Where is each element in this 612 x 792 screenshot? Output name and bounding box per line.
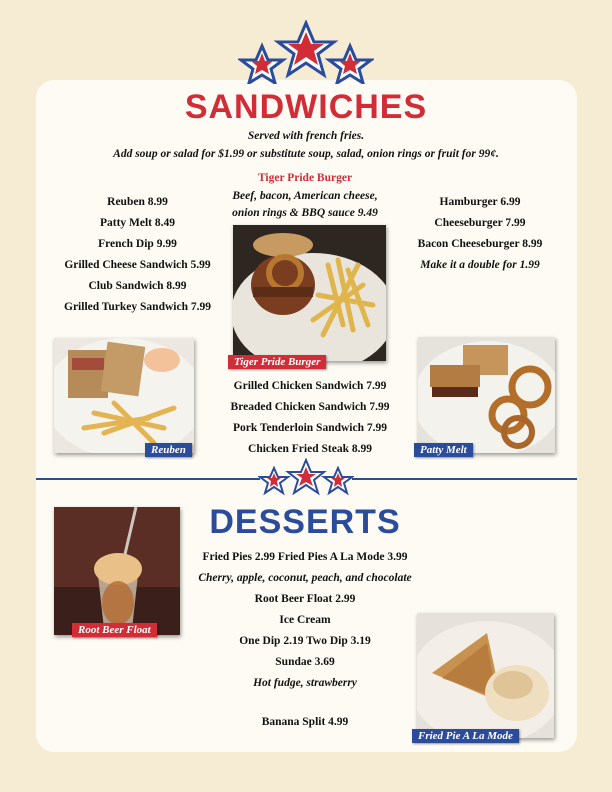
- star-icon: [329, 46, 371, 83]
- menu-item: Hamburger 6.99: [439, 196, 521, 208]
- dessert-list: [180, 547, 430, 694]
- menu-item: Grilled Turkey Sandwich 7.99: [64, 301, 211, 313]
- photo-label-fried-pie: Fried Pie A La Mode: [412, 729, 519, 743]
- menu-item: Club Sandwich 8.99: [88, 280, 187, 292]
- desserts-title: DESSERTS: [209, 503, 401, 541]
- dessert-line: Hot fudge, strawberry: [253, 677, 357, 689]
- menu-item: Reuben 8.99: [107, 196, 168, 208]
- star-icon: [260, 468, 288, 493]
- featured-item-description: [215, 188, 395, 222]
- dessert-line: Sundae 3.69: [275, 656, 335, 668]
- burger-photo: [233, 225, 386, 361]
- menu-item: Pork Tenderloin Sandwich 7.99: [232, 422, 387, 434]
- featured-desc-line: onion rings & BBQ sauce 9.49: [232, 207, 378, 219]
- sandwich-list-left: [55, 192, 220, 318]
- sandwiches-subtitle: Served with french fries.: [247, 130, 365, 142]
- menu-item: Grilled Chicken Sandwich 7.99: [233, 380, 387, 392]
- stars-decoration-divider: [258, 458, 354, 496]
- root-beer-float-photo: [54, 507, 180, 635]
- featured-item-name: Tiger Pride Burger: [257, 172, 353, 184]
- menu-item: Bacon Cheeseburger 8.99: [417, 238, 543, 250]
- reuben-photo: [54, 338, 194, 453]
- sandwich-list-center: [210, 376, 410, 460]
- star-icon: [288, 460, 324, 493]
- menu-note: Make it a double for 1.99: [420, 259, 540, 271]
- menu-item: Patty Melt 8.49: [99, 217, 176, 229]
- photo-label-patty-melt: Patty Melt: [414, 443, 473, 457]
- menu-item: Chicken Fried Steak 8.99: [248, 443, 372, 455]
- section-divider-left: [36, 478, 260, 480]
- dessert-line: Root Beer Float 2.99: [254, 593, 356, 605]
- dessert-line: Fried Pies 2.99 Fried Pies A La Mode 3.99: [202, 551, 408, 563]
- star-icon: [241, 46, 283, 83]
- stars-decoration-top: [238, 20, 374, 84]
- section-divider-right: [352, 478, 577, 480]
- photo-label-root-beer-float: Root Beer Float: [72, 623, 157, 637]
- fried-pie-photo: [417, 613, 554, 738]
- menu-item: Grilled Cheese Sandwich 5.99: [64, 259, 211, 271]
- sandwich-list-right: [400, 192, 560, 276]
- dessert-list-last: [180, 712, 430, 733]
- sandwiches-addon-note: Add soup or salad for $1.99 or substitute soup, salad, onion rings or fruit for 99¢.: [113, 148, 499, 160]
- patty-melt-photo: [418, 337, 555, 453]
- photo-label-reuben: Reuben: [145, 443, 192, 457]
- star-icon: [324, 468, 352, 493]
- featured-desc-line: Beef, bacon, American cheese,: [232, 190, 378, 202]
- photo-label-burger: Tiger Pride Burger: [228, 355, 326, 369]
- dessert-line: Cherry, apple, coconut, peach, and chocolate: [198, 572, 412, 584]
- menu-item: Breaded Chicken Sandwich 7.99: [230, 401, 390, 413]
- menu-item: French Dip 9.99: [98, 238, 177, 250]
- sandwiches-title: SANDWICHES: [184, 88, 428, 126]
- star-icon: [278, 23, 334, 75]
- dessert-line: Ice Cream: [279, 614, 331, 626]
- dessert-line: Banana Split 4.99: [261, 716, 349, 728]
- menu-item: Cheeseburger 7.99: [434, 217, 526, 229]
- dessert-line: One Dip 2.19 Two Dip 3.19: [239, 635, 371, 647]
